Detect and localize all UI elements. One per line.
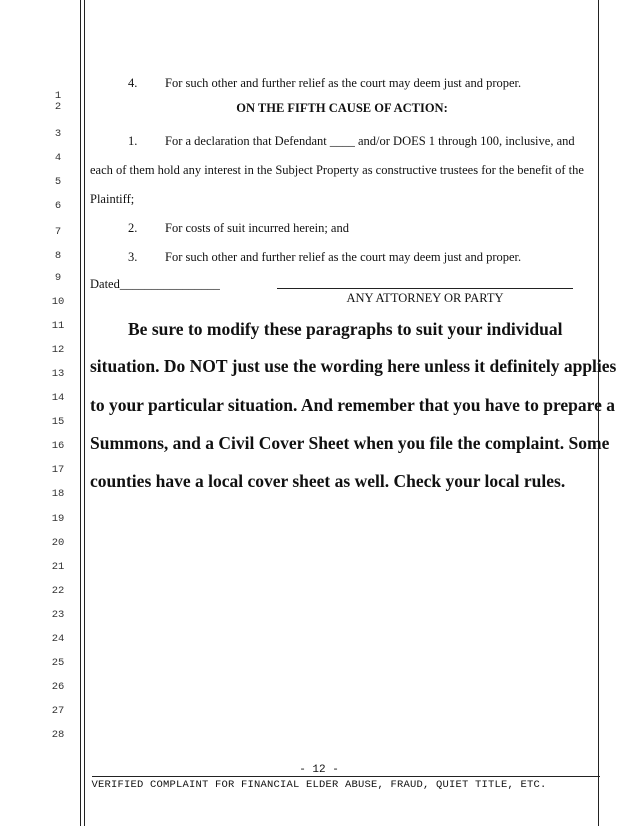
prayer-item-text: For such other and further relief as the court may deem just and proper.	[165, 76, 522, 90]
prayer-item-text-continued: each of them hold any interest in the Subject Property as constructive trustees for the benefit of the	[90, 163, 584, 177]
item-number: 4.	[128, 76, 138, 90]
line-number: 23	[51, 609, 65, 621]
line-number: 3	[54, 128, 62, 140]
line-number: 20	[51, 537, 65, 549]
prayer-item-text-continued: Plaintiff;	[90, 192, 135, 206]
line-number: 8	[54, 250, 62, 262]
left-margin-rule-inner	[84, 0, 85, 826]
footer-rule	[92, 776, 600, 777]
prayer-item-text: For costs of suit incurred herein; and	[165, 221, 349, 235]
line-number: 17	[51, 464, 65, 476]
line-number: 15	[51, 416, 65, 428]
note-line: Be sure to modify these paragraphs to suit your individual	[128, 319, 563, 339]
item-number: 3.	[128, 250, 138, 264]
line-number: 24	[51, 633, 65, 645]
note-line: counties have a local cover sheet as well. Check your local rules.	[90, 471, 566, 491]
section-heading: ON THE FIFTH CAUSE OF ACTION:	[236, 101, 448, 115]
line-number: 21	[51, 561, 65, 573]
note-line: Summons, and a Civil Cover Sheet when you file the complaint. Some	[90, 433, 610, 453]
signature-line	[277, 288, 573, 289]
line-number: 5	[54, 176, 62, 188]
line-number: 10	[51, 296, 65, 308]
line-number: 25	[51, 657, 65, 669]
line-number: 6	[54, 200, 62, 212]
prayer-item-text: For a declaration that Defendant ____ and/or DOES 1 through 100, inclusive, and	[165, 134, 575, 148]
document-footer-title: VERIFIED COMPLAINT FOR FINANCIAL ELDER ABUSE, FRAUD, QUIET TITLE, ETC.	[91, 779, 547, 791]
prayer-item-text: For such other and further relief as the court may deem just and proper.	[165, 250, 522, 264]
line-number: 14	[51, 392, 65, 404]
line-number: 19	[51, 513, 65, 525]
signature-caption: ANY ATTORNEY OR PARTY	[346, 291, 504, 305]
line-number: 1	[54, 90, 62, 102]
line-number: 12	[51, 344, 65, 356]
item-number: 1.	[128, 134, 138, 148]
note-line: situation. Do NOT just use the wording here unless it definitely applies	[90, 356, 617, 376]
line-number: 18	[51, 488, 65, 500]
item-number: 2.	[128, 221, 138, 235]
line-number: 11	[51, 320, 65, 332]
line-number: 7	[54, 226, 62, 238]
line-number: 28	[51, 729, 65, 741]
line-number: 13	[51, 368, 65, 380]
line-number: 16	[51, 440, 65, 452]
line-number: 9	[54, 272, 62, 284]
line-number: 2	[54, 101, 62, 113]
page-number: - 12 -	[299, 764, 339, 776]
line-number: 27	[51, 705, 65, 717]
line-number: 26	[51, 681, 65, 693]
left-margin-rule	[80, 0, 81, 826]
dated-field: Dated________________	[90, 277, 220, 291]
note-line: to your particular situation. And remember that you have to prepare a	[90, 395, 615, 415]
line-number: 4	[54, 152, 62, 164]
line-number: 22	[51, 585, 65, 597]
